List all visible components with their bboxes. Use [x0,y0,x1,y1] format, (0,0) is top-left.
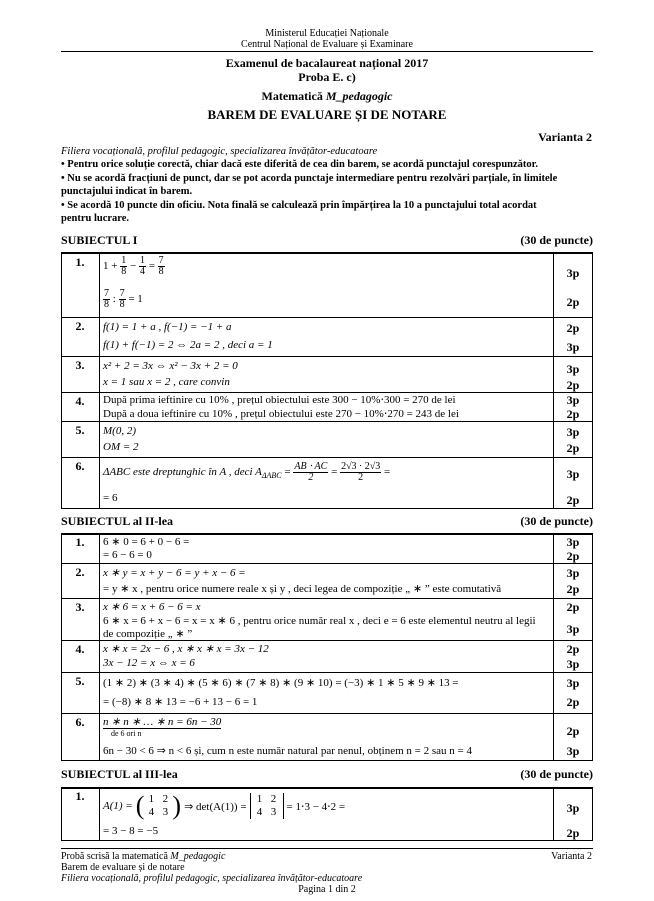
section-3-header [61,767,593,783]
item-number: 2. [75,565,85,579]
s1-item5-line2: OM = 2 [103,441,139,453]
item-number: 6. [75,459,85,473]
s1-item6-line2: = 6 [103,492,118,504]
s2-item3-line3: de compoziție „ ∗ ” [103,628,193,640]
points: 3p [566,425,580,439]
s2-item4-line2: 3x − 12 = x ⇔ x = 6 [103,657,195,669]
item-number: 1. [75,255,85,269]
item-number: 1. [75,789,85,803]
item-number: 4. [75,642,85,656]
s2-item5-line2: = (−8) ∗ 8 ∗ 13 = −6 + 13 − 6 = 1 [103,696,258,708]
exam-title: Examenul de bacalaureat național 2017 [225,56,429,70]
section-1-header [61,233,593,249]
footer-line-1: Probă scrisă la matematică M_pedagogic [61,851,226,862]
s2-item3-line2: 6 ∗ x = 6 + x − 6 = x = x ∗ 6 , pentru orice număr real x , deci e = 6 este elementul neutru al legii [103,615,536,627]
points: 3p [566,744,580,758]
determinant: 1 2 4 3 [250,793,284,819]
matrix-paren: ( 1 2 4 3 ) [135,791,182,820]
points: 3p [566,622,580,636]
points: 2p [566,695,580,709]
s1-item3-line1: x² + 2 = 3x ⇔ x² − 3x + 2 = 0 [103,360,238,372]
note-2b: punctajului indicat în barem. [61,186,193,197]
points: 2p [566,441,580,455]
s2-item3-line1: x ∗ 6 = x + 6 − 6 = x [103,601,201,613]
note-2a: • Nu se acordă fracțiuni de punct, dar se pot acorda punctaje intermediare pentru rezolvări parțiale, în limitele [61,173,558,184]
points: 2p [566,295,580,309]
s2-item1-line2: = 6 − 6 = 0 [103,549,152,561]
points: 3p [566,340,580,354]
footer-line-2: Barem de evaluare și de notare [61,862,185,873]
s3-item1-line2: = 3 − 8 = −5 [103,825,159,837]
item-number: 6. [75,715,85,729]
points: 3p [566,657,580,671]
item-number: 3. [75,600,85,614]
section-3-table [61,787,593,841]
section-3-title: SUBIECTUL al III-lea [61,767,178,781]
barem-title: BAREM DE EVALUARE ȘI DE NOTARE [207,107,447,122]
points: 3p [566,566,580,580]
points: 2p [566,321,580,335]
s2-item1-line1: 6 ∗ 0 = 6 + 0 − 6 = [103,536,190,548]
points: 2p [566,549,580,563]
s1-item1-line1: 1 + $\frac{1}{8}$ − $\frac{1}{4}$ = $\frac{7}{8}$ [103,255,164,277]
s1-item1-line2: $\frac{7}{8}$ : $\frac{7}{8}$ = 1 [104,288,143,310]
item-number: 5. [75,423,85,437]
points: 3p [566,801,580,815]
header-divider [61,51,593,52]
footer-varianta: Varianta 2 [551,851,592,862]
section-2-points: (30 de puncte) [520,514,593,528]
proba-title: Proba E. c) [298,70,356,84]
points: 3p [566,362,580,376]
points: 2p [566,407,580,421]
s1-item2-line2: f(1) + f(−1) = 2 ⇔ 2a = 2 , deci a = 1 [103,339,273,351]
note-3b: pentru lucrare. [61,213,130,224]
s1-item5-line1: M(0, 2) [103,425,136,437]
points: 2p [566,378,580,392]
s1-item6-line1: ΔABC este dreptunghic în A , deci $A_{\Delta ABC}$ = $\frac{AB \cdot AC}{2}$ = $\frac{2√3 \cdot 2√3}{2}$ = [103,461,391,483]
item-number: 1. [75,535,85,549]
ministry-name: Ministerul Educației Naționale [265,28,389,39]
points: 3p [566,535,580,549]
section-3-points: (30 de puncte) [520,767,593,781]
s1-item3-line2: x = 1 sau x = 2 , care convin [103,376,230,388]
points: 3p [566,676,580,690]
s2-item5-line1: (1 ∗ 2) ∗ (3 ∗ 4) ∗ (5 ∗ 6) ∗ (7 ∗ 8) ∗ (9 ∗ 10) = (−3) ∗ 1 ∗ 5 ∗ 9 ∗ 13 = [103,677,459,689]
page-number: Pagina 1 din 2 [298,884,356,895]
s2-item4-line1: x ∗ x = 2x − 6 , x ∗ x ∗ x = 3x − 12 [103,643,269,655]
item-number: 2. [75,319,85,333]
section-1-points: (30 de puncte) [520,233,593,247]
footer-divider [61,848,593,849]
center-name: Centrul Național de Evaluare și Examinare [241,39,413,50]
s1-item4-line1: După prima ieftinire cu 10% , prețul obiectului este 300 − 10%⋅300 = 270 de lei [103,394,456,406]
points: 2p [566,826,580,840]
points: 3p [566,266,580,280]
section-2-header [61,514,593,530]
section-1-table [61,252,593,509]
points: 2p [566,642,580,656]
s2-item6-line1: n ∗ n ∗ … ∗ n = 6n − 30 [103,716,222,728]
note-3a: • Se acordă 10 puncte din oficiu. Nota finală se calculează prin împărțirea la 10 a punctajului total acordat [61,200,537,211]
subject-title: Matematică M_pedagogic [261,89,393,103]
s2-item2-line2: = y ∗ x , pentru orice numere reale x și y , deci legea de compoziție „ ∗ ” este comutativă [103,583,502,595]
item-number: 4. [75,394,85,408]
section-2-table [61,533,593,761]
varianta-label: Varianta 2 [538,130,592,144]
points: 2p [566,493,580,507]
points: 2p [566,724,580,738]
section-2-title: SUBIECTUL al II-lea [61,514,174,528]
s2-item2-line1: x ∗ y = x + y − 6 = y + x − 6 = [103,567,246,579]
s3-item1-line1: A(1) = ( 1 2 4 3 ) ⇒ det(A(1)) = 1 2 4 3 = 1⋅3 − 4⋅2 = [103,791,346,820]
filiera-note: Filiera vocațională, profilul pedagogic, specializarea învățător-educatoare [61,146,378,157]
s2-item6-underbrace: de 6 ori n [111,729,142,738]
s1-item2-line1: f(1) = 1 + a , f(−1) = −1 + a [103,321,232,333]
points: 3p [566,467,580,481]
points: 3p [566,393,580,407]
points: 2p [566,600,580,614]
item-number: 3. [75,358,85,372]
footer-line-3: Filiera vocațională, profilul pedagogic, specializarea învățător-educatoare [61,873,363,884]
item-number: 5. [75,674,85,688]
points: 2p [566,582,580,596]
s1-item4-line2: După a doua ieftinire cu 10% , prețul obiectului este 270 − 10%⋅270 = 243 de lei [103,408,459,420]
instructions [61,145,593,225]
section-1-title: SUBIECTUL I [61,233,138,247]
s2-item6-line2: 6n − 30 < 6 ⇒ n < 6 și, cum n este număr natural par nenul, obținem n = 2 sau n = 4 [103,745,472,757]
note-1: • Pentru orice soluție corectă, chiar dacă este diferită de cea din barem, se acordă punctajul corespunzător. [61,159,538,170]
